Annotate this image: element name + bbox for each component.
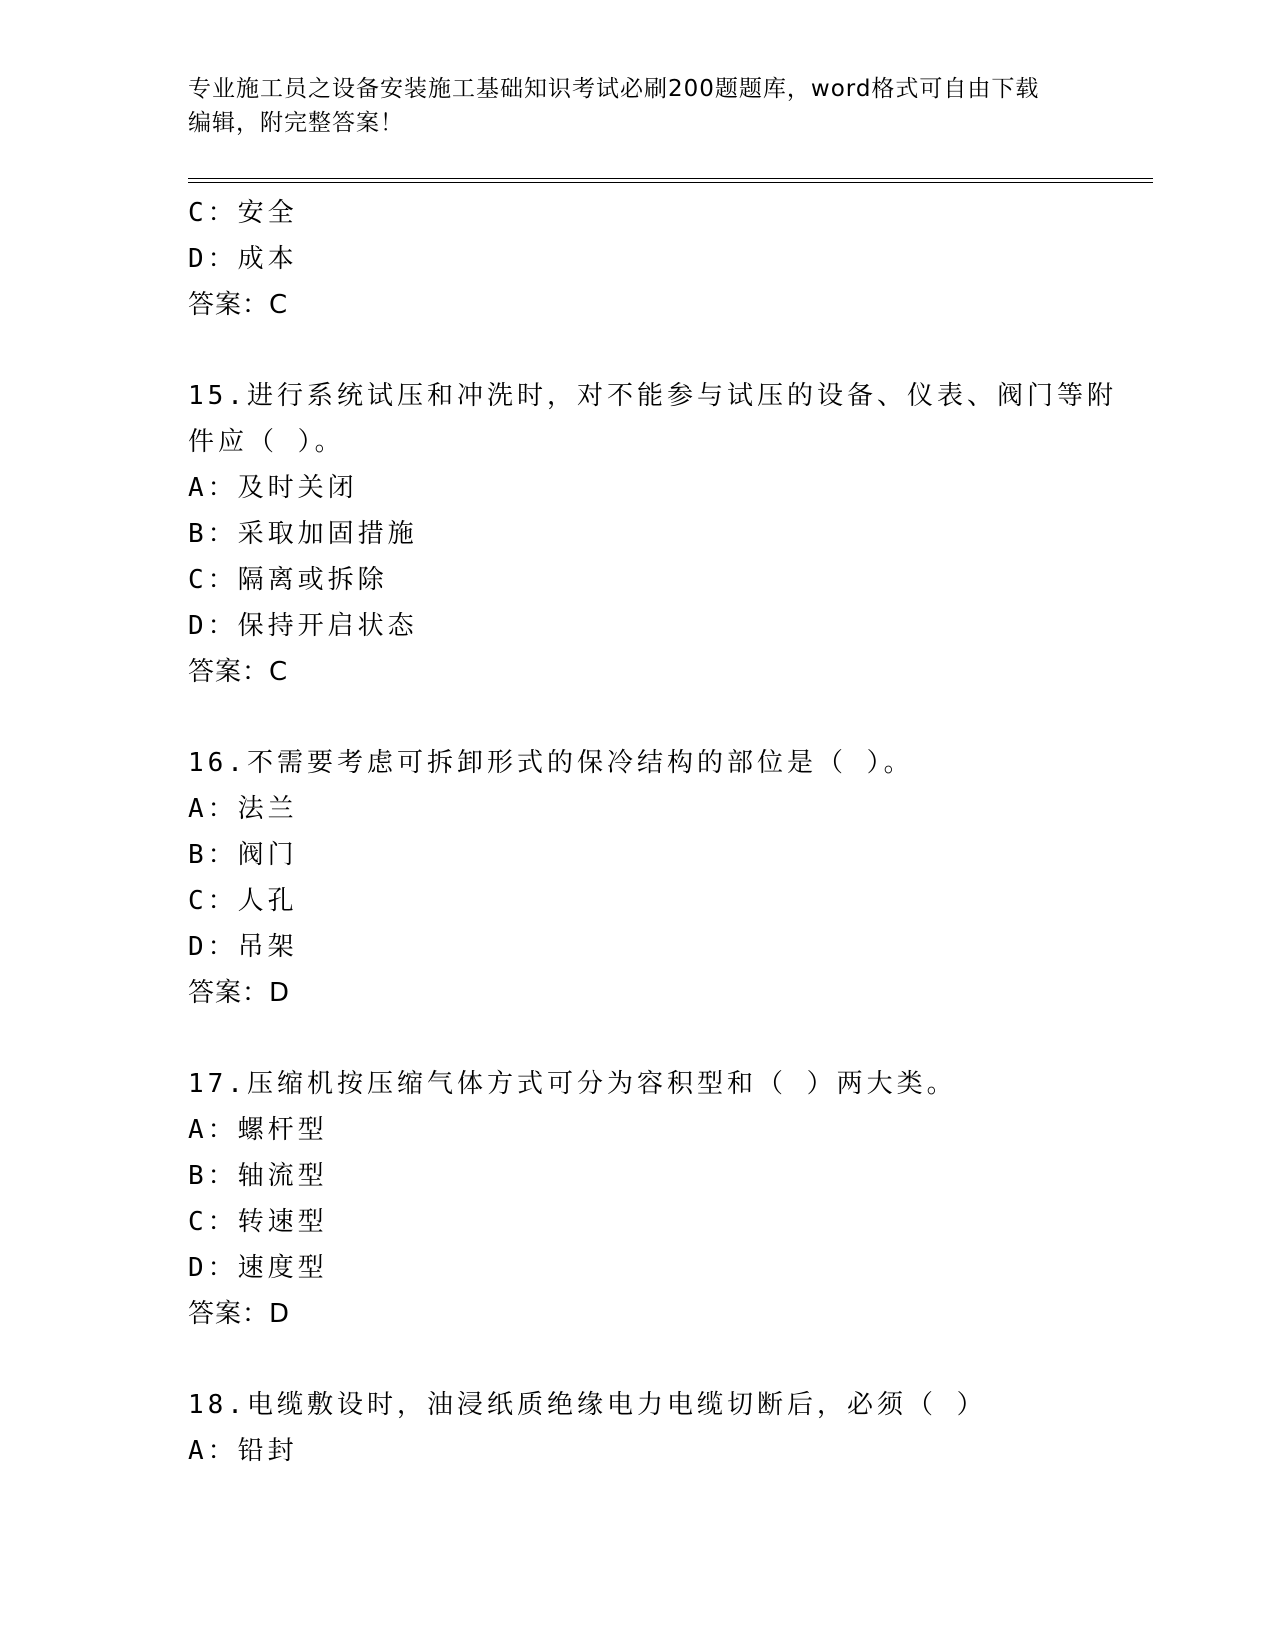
option-c: C：隔离或拆除 bbox=[188, 565, 388, 595]
question-list bbox=[188, 190, 1117, 1474]
answer-line: 答案：C bbox=[188, 290, 289, 320]
option-b: B：轴流型 bbox=[188, 1161, 328, 1191]
question-stem: 16.不需要考虑可拆卸形式的保冷结构的部位是（ ）。 bbox=[188, 748, 914, 778]
document-header bbox=[188, 72, 1088, 140]
option-d: D：吊架 bbox=[188, 932, 298, 962]
option-d: D：成本 bbox=[188, 244, 298, 274]
answer-line: 答案：D bbox=[188, 1299, 291, 1329]
option-c: C：安全 bbox=[188, 198, 298, 228]
question-stem: 18.电缆敷设时，油浸纸质绝缘电力电缆切断后，必须（ ） bbox=[188, 1390, 987, 1420]
question-stem: 15.进行系统试压和冲洗时，对不能参与试压的设备、仪表、阀门等附 bbox=[188, 381, 1117, 411]
option-b: B：采取加固措施 bbox=[188, 519, 418, 549]
header-title-line-1: 专业施工员之设备安装施工基础知识考试必刷200题题库，word格式可自由下载 bbox=[188, 76, 1040, 102]
question-block-17 bbox=[188, 1061, 1088, 1337]
question-block-18 bbox=[188, 1382, 1088, 1474]
option-a: A：及时关闭 bbox=[188, 473, 358, 503]
option-a: A：铅封 bbox=[188, 1436, 298, 1466]
question-block-16 bbox=[188, 740, 1088, 1016]
option-d: D：保持开启状态 bbox=[188, 611, 418, 641]
question-block-15 bbox=[188, 373, 1117, 695]
option-c: C：转速型 bbox=[188, 1207, 328, 1237]
question-stem-continued: 件应（ ）。 bbox=[188, 427, 345, 457]
header-divider bbox=[188, 178, 1153, 183]
answer-line: 答案：D bbox=[188, 978, 291, 1008]
question-stem: 17.压缩机按压缩气体方式可分为容积型和（ ）两大类。 bbox=[188, 1069, 957, 1099]
option-c: C：人孔 bbox=[188, 886, 298, 916]
option-a: A：法兰 bbox=[188, 794, 298, 824]
option-b: B：阀门 bbox=[188, 840, 298, 870]
option-d: D：速度型 bbox=[188, 1253, 328, 1283]
header-title-line-2: 编辑，附完整答案！ bbox=[188, 110, 404, 136]
question-block-14 bbox=[188, 190, 1088, 328]
option-a: A：螺杆型 bbox=[188, 1115, 328, 1145]
answer-line: 答案：C bbox=[188, 657, 289, 687]
